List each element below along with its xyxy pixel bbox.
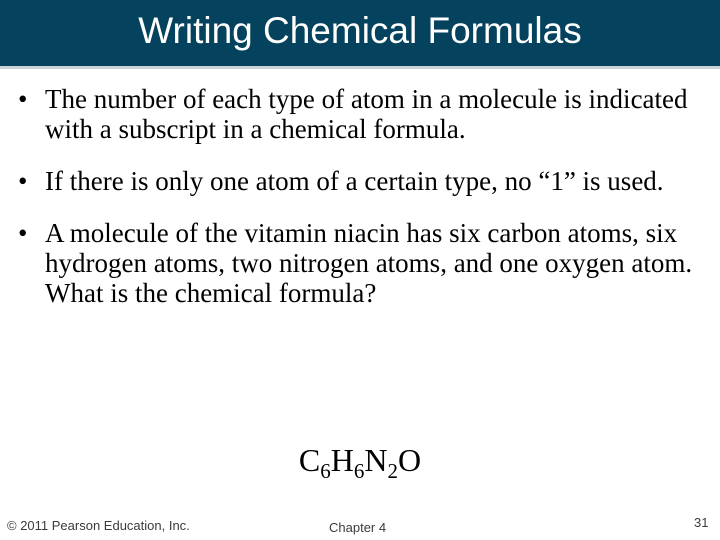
bullet-dot: • — [18, 218, 28, 248]
carbon-count: 6 — [320, 459, 331, 483]
bullet-item — [18, 218, 710, 308]
bullet-text: The number of each type of atom in a molecule is indicated with a subscript in a chemical formula. — [45, 84, 688, 144]
bullet-item — [18, 166, 710, 196]
chemical-formula — [0, 440, 720, 483]
bullet-dot: • — [18, 84, 28, 114]
carbon-symbol: C — [298, 442, 321, 478]
title-bar — [0, 0, 720, 66]
bullet-item — [18, 84, 710, 144]
hydrogen-count: 6 — [353, 459, 365, 483]
bullet-list — [18, 84, 710, 330]
footer-copyright: © 2011 Pearson Education, Inc. — [7, 518, 190, 533]
footer-chapter: Chapter 4 — [329, 520, 387, 535]
oxygen-symbol: O — [397, 442, 422, 478]
nitrogen-count: 2 — [387, 459, 398, 483]
slide-title: Writing Chemical Formulas — [138, 10, 582, 51]
bullet-text: A molecule of the vitamin niacin has six carbon atoms, six hydrogen atoms, two nitrogen atoms, and one oxygen atom. What is the chemical formula? — [45, 218, 693, 308]
nitrogen-symbol: N — [364, 442, 388, 478]
bullet-dot: • — [18, 166, 28, 196]
title-divider — [0, 66, 720, 69]
page-number: 31 — [694, 515, 709, 530]
bullet-text: If there is only one atom of a certain type, no “1” is used. — [45, 166, 664, 196]
hydrogen-symbol: H — [330, 442, 354, 478]
